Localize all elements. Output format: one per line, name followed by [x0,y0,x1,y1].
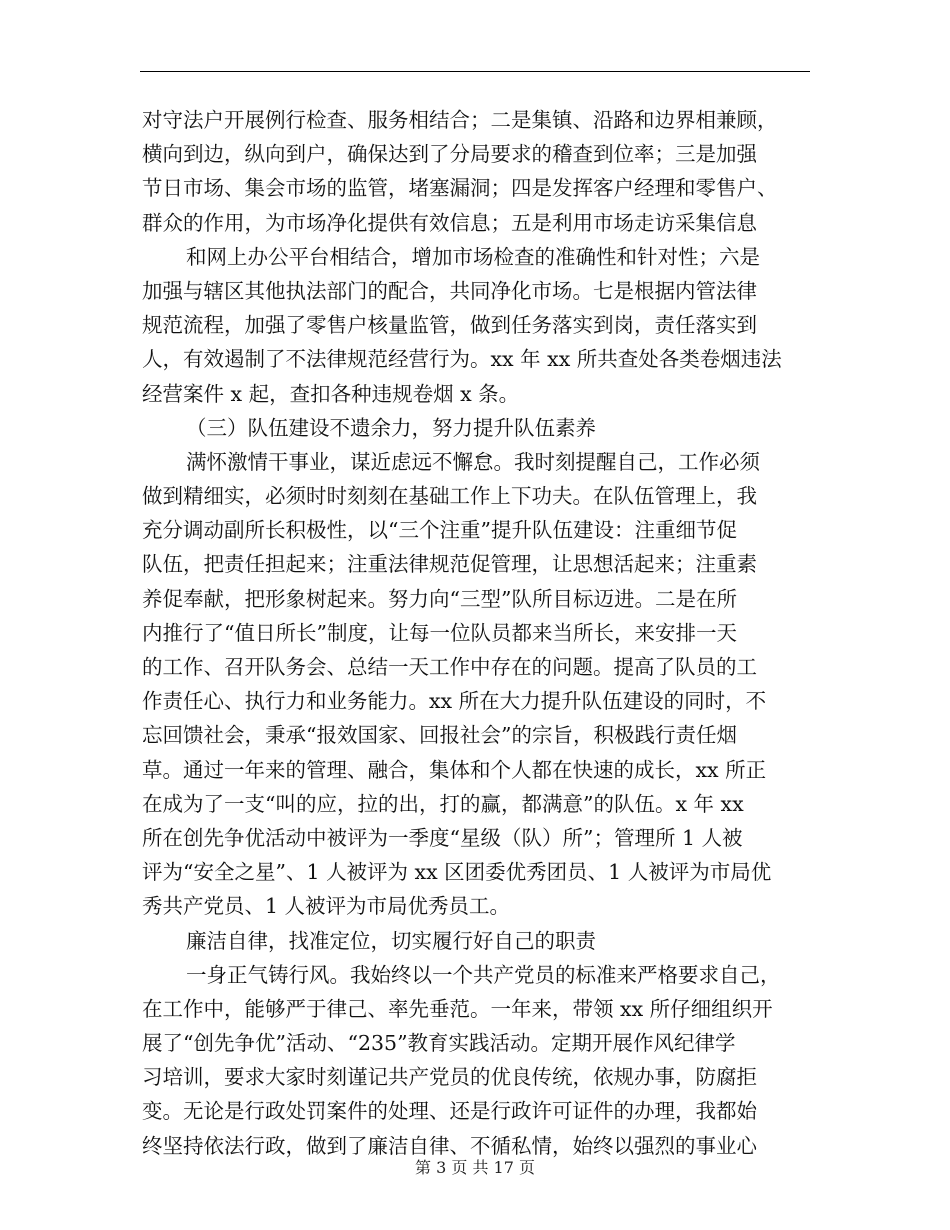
text-line: 草。通过一年来的管理、融合，集体和个人都在快速的成长，xx 所正 [142,757,767,782]
text-line: 养促奉献，把形象树起来。努力向“三型”队所目标迈进。二是在所 [142,586,737,611]
text-line: 在成为了一支“叫的应，拉的出，打的赢，都满意”的队伍。x 年 xx [142,791,744,816]
text-line: 内推行了“值日所长”制度，让每一位队员都来当所长，来安排一天 [142,620,737,645]
text-line: 展了“创先争优”活动、“235”教育实践活动。定期开展作风纪律学 [142,1031,736,1056]
text-line: 所在创先争优活动中被评为一季度“星级（队）所”；管理所 1 人被 [142,825,743,850]
document-body [142,103,812,1163]
text-line: 在工作中，能够严于律己、率先垂范。一年来，带领 xx 所仔细组织开 [142,996,773,1021]
text-line: 加强与辖区其他执法部门的配合，共同净化市场。七是根据内管法律 [142,278,757,303]
text-line: 人，有效遏制了不法律规范经营行为。xx 年 xx 所共查处各类卷烟违法 [142,347,782,372]
text-line: 作责任心、执行力和业务能力。xx 所在大力提升队伍建设的同时，不 [142,689,767,714]
text-line: 经营案件 x 起，查扣各种违规卷烟 x 条。 [142,381,520,406]
text-line: 对守法户开展例行检查、服务相结合；二是集镇、沿路和边界相兼顾， [142,108,778,132]
text-line: 充分调动副所长积极性，以“三个注重”提升队伍建设：注重细节促 [142,518,737,543]
text-line: 队伍，把责任担起来；注重法律规范促管理，让思想活起来；注重素 [142,552,757,577]
page-footer: 第 3 页 共 17 页 [415,1158,535,1177]
text-line: 横向到边，纵向到户，确保达到了分局要求的稽查到位率；三是加强 [142,142,757,167]
text-line: 节日市场、集会市场的监管，堵塞漏洞；四是发挥客户经理和零售户、 [142,176,778,201]
section-heading: （三）队伍建设不遗余力，努力提升队伍素养 [186,415,596,440]
text-line: 做到精细实，必须时时刻刻在基础工作上下功夫。在队伍管理上，我 [142,484,757,509]
text-line: 终坚持依法行政，做到了廉洁自律、不循私情，始终以强烈的事业心 [142,1133,757,1158]
text-line: 评为“安全之星”、1 人被评为 xx 区团委优秀团员、1 人被评为市局优 [142,860,772,885]
text-line: 的工作、召开队务会、总结一天工作中存在的问题。提高了队员的工 [142,655,757,679]
section-heading: 廉洁自律，找准定位，切实履行好自己的职责 [186,928,596,953]
text-line: 习培训，要求大家时刻谨记共产党员的优良传统，依规办事，防腐拒 [142,1065,757,1090]
text-line: 群众的作用，为市场净化提供有效信息；五是利用市场走访采集信息 [142,210,757,235]
text-line: 秀共产党员、1 人被评为市局优秀员工。 [142,894,511,919]
text-line: 规范流程，加强了零售户核量监管，做到任务落实到岗，责任落实到 [142,313,757,338]
header-rule [140,71,810,72]
text-line: 忘回馈社会，秉承“报效国家、回报社会”的宗旨，积极践行责任烟 [142,723,737,748]
text-line: 变。无论是行政处罚案件的处理、还是行政许可证件的办理，我都始 [142,1099,757,1124]
text-line: 满怀激情干事业，谋近虑远不懈怠。我时刻提醒自己，工作必须 [186,449,760,474]
text-line: 和网上办公平台相结合，增加市场检查的准确性和针对性；六是 [186,244,760,269]
text-line: 一身正气铸行风。我始终以一个共产党员的标准来严格要求自己， [186,962,781,987]
